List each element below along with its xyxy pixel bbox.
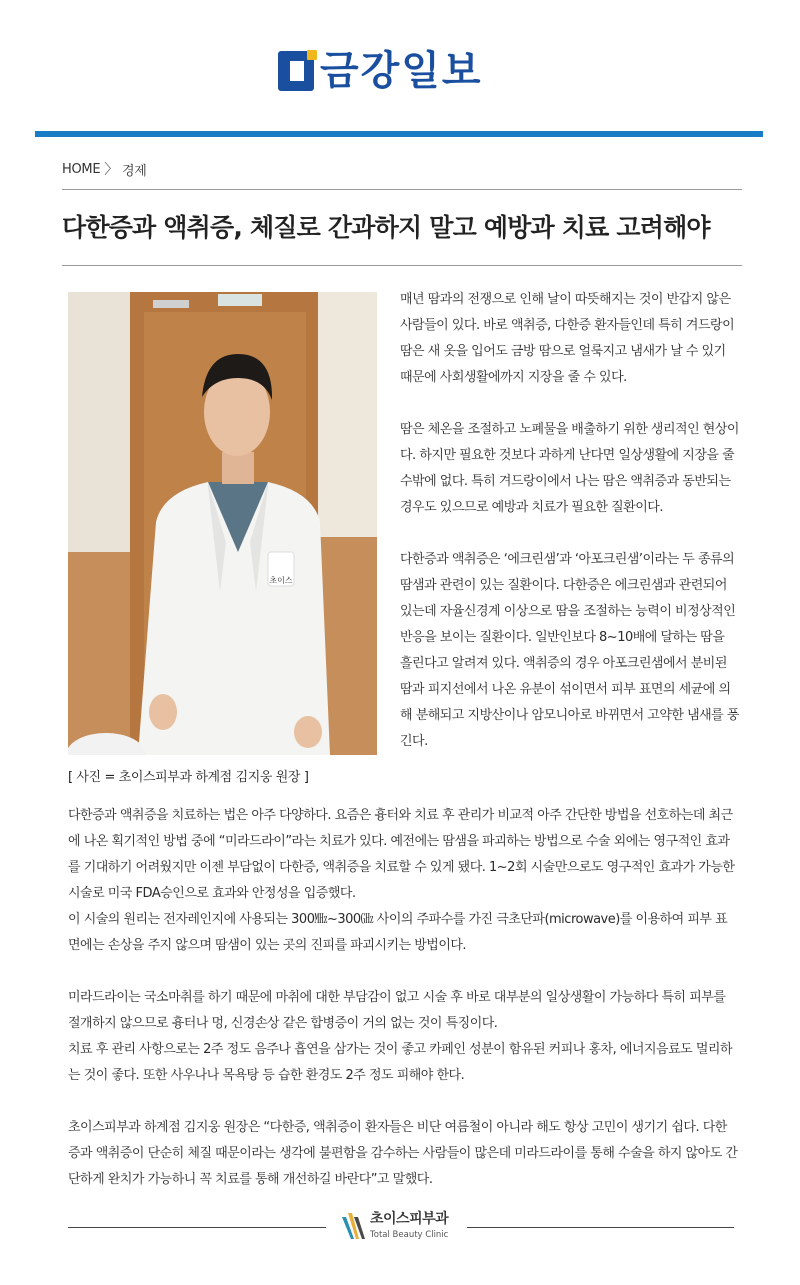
coat-badge: 초이스	[269, 576, 293, 585]
article-paragraph: 땀은 체온을 조절하고 노폐물을 배출하기 위한 생리적인 현상이다. 하지만 필요한 것보다 과하게 난다면 일상생활에 지장을 줄 수밖에 없다. 특히 겨드랑이에서 나는 땀은 액취증과 동반되는 경우도 있으므로 예방과 치료가 필요한 질환이다.	[400, 422, 739, 515]
brand-name: 금강일보	[320, 48, 483, 94]
article-paragraph: 다한증과 액취증은 ‘에크린샘’과 ‘아포크린샘’이라는 두 종류의 땀샘과 관련이 있는 질환이다. 다한증은 에크린샘과 관련되어 있는데 자율신경계 이상으로 땀을 조절하는 능력이 비정상적인 반응을 보이는 질환이다. 일반인보다 8~10배에 달하는 땀을 흘린다고 알려져 있다. 액취증의 경우 아포크린샘에서 분비된 땀과 피지선에서 나온 유분이 섞이면서 피부 표면의 세균에 의해 분해되고 지방산이나 암모니아로 바뀌면서 고약한 냄새를 풍긴다.	[400, 552, 739, 749]
divider	[62, 189, 742, 190]
brand-logo[interactable]	[278, 46, 483, 96]
article-paragraph: 다한증과 액취증을 치료하는 법은 아주 다양하다. 요즘은 흉터와 치료 후 관리가 비교적 아주 간단한 방법을 선호하는데 최근에 나온 획기적인 방법 중에 “미라드라이”라는 치료가 있다. 예전에는 땀샘을 파괴하는 방법으로 수술 외에는 영구적인 효과를 기대하기 어려웠지만 이젠 부담없이 다한증, 액취증을 치료할 수 있게 됐다. 1~2회 시술만으로도 영구적인 효과가 가능한 시술로 미국 FDA승인으로 효과와 안정성을 입증했다. 이 시술의 원리는 전자레인지에 사용되는 300㎒~300㎓ 사이의 주파수를 가진 극초단파(microwave)를 이용하여 피부 표면에는 손상을 주지 않으며 땀샘이 있는 곳의 진피를 파괴시키는 방법이다.	[68, 808, 735, 953]
clinic-name: 초이스피부과	[370, 1211, 449, 1227]
masthead	[0, 0, 800, 134]
brand-g-icon	[278, 51, 314, 91]
breadcrumb-separator-icon: 〉	[104, 162, 118, 178]
clinic-tagline: Total Beauty Clinic	[370, 1230, 449, 1240]
clinic-logo[interactable]	[340, 1211, 448, 1241]
divider	[62, 265, 742, 266]
divider	[68, 1227, 326, 1228]
photo-caption: [ 사진 = 초이스피부과 하계점 김지웅 원장 ]	[68, 770, 309, 785]
article-paragraph: 초이스피부과 하계점 김지웅 원장은 “다한증, 액취증이 환자들은 비단 여름철이 아니라 해도 항상 고민이 생기기 쉽다. 다한증과 액취증이 단순히 체질 때문이라는 생각에 불편함을 감수하는 사람들이 많은데 미라드라이를 통해 수술을 하지 않아도 간단하게 완치가 가능하니 꼭 치료를 통해 개선하길 바란다”고 말했다.	[68, 1120, 738, 1187]
breadcrumb-section[interactable]: 경제	[121, 163, 147, 179]
divider	[467, 1227, 734, 1228]
breadcrumb-home[interactable]: HOME	[62, 161, 101, 177]
article-photo	[68, 292, 377, 755]
article-body	[68, 803, 738, 1219]
article-footer	[0, 1205, 800, 1255]
article-paragraph: 미라드라이는 국소마취를 하기 때문에 마취에 대한 부담감이 없고 시술 후 바로 대부분의 일상생활이 가능하다 특히 피부를 절개하지 않으므로 흉터나 멍, 신경손상 같은 합병증이 거의 없는 것이 특징이다. 치료 후 관리 사항으로는 2주 정도 음주나 흡연을 삼가는 것이 좋고 카페인 성분이 함유된 커피나 홍차, 에너지음료도 멀리하는 것이 좋다. 또한 사우나나 목욕탕 등 습한 환경도 2주 정도 피해야 한다.	[68, 990, 732, 1083]
breadcrumb	[62, 159, 146, 179]
article-headline: 다한증과 액취증, 체질로 간과하지 말고 예방과 치료 고려해야	[62, 213, 710, 242]
article-paragraph: 매년 땀과의 전쟁으로 인해 날이 따뜻해지는 것이 반갑지 않은 사람들이 있다. 바로 액취증, 다한증 환자들인데 특히 겨드랑이 땀은 새 옷을 입어도 금방 땀으로 얼룩지고 냄새가 날 수 있기 때문에 사회생활에까지 지장을 줄 수 있다.	[400, 292, 735, 385]
header-divider	[35, 131, 763, 137]
clinic-mark-icon	[340, 1211, 366, 1241]
article-intro	[400, 287, 740, 781]
